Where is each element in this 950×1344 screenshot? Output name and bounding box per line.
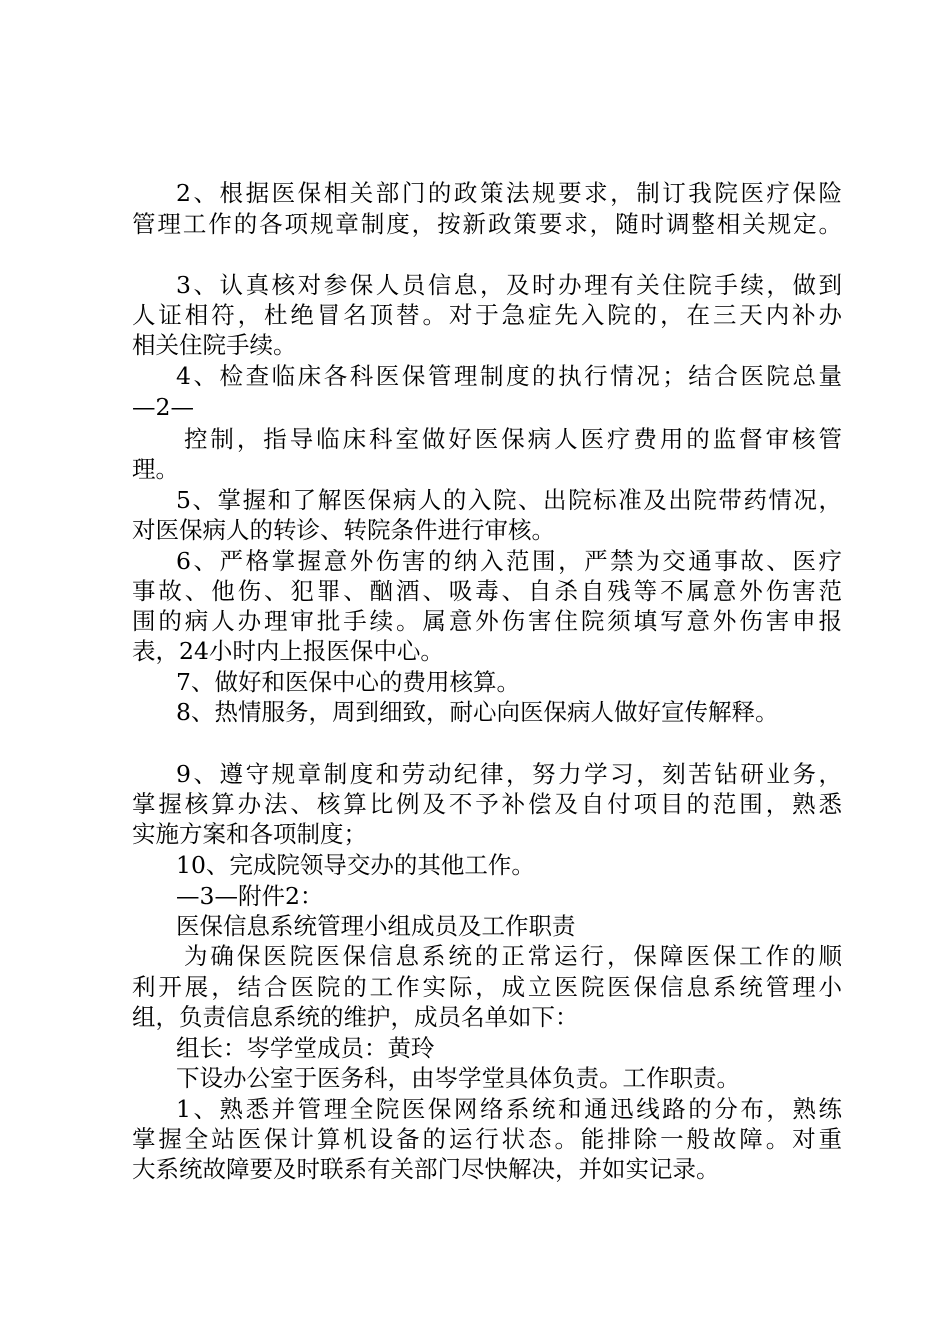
paragraph-7: 7、做好和医保中心的费用核算。	[176, 668, 520, 696]
paragraph-4-line-3: 理。	[132, 455, 179, 483]
duty-1-line-1: 1、熟悉并管理全院医保网络系统和通迅线路的分布，熟练	[176, 1095, 842, 1123]
paragraph-6-line-2: 事故、他伤、犯罪、酗酒、吸毒、自杀自残等不属意外伤害范	[132, 577, 842, 605]
duty-1-line-3: 大系统故障要及时联系有关部门尽快解决，并如实记录。	[132, 1155, 720, 1183]
intro-paragraph-line-1: 为确保医院医保信息系统的正常运行，保障医保工作的顺	[184, 942, 842, 970]
paragraph-6-line-1: 6、严格掌握意外伤害的纳入范围，严禁为交通事故、医疗	[176, 547, 842, 575]
paragraph-8: 8、热情服务，周到细致，耐心向医保病人做好宣传解释。	[176, 698, 779, 726]
paragraph-6-line-3: 围的病人办理审批手续。属意外伤害住院须填写意外伤害申报	[132, 607, 842, 635]
paragraph-3-line-3: 相关住院手续。	[132, 331, 297, 359]
paragraph-5-line-1: 5、掌握和了解医保病人的入院、出院标准及出院带药情况，	[176, 486, 842, 514]
paragraph-4-line-1: 4、检查临床各科医保管理制度的执行情况；结合医院总量	[176, 362, 842, 390]
paragraph-9-line-3: 实施方案和各项制度；	[132, 820, 367, 848]
paragraph-6-line-4: 表，24小时内上报医保中心。	[132, 637, 444, 665]
paragraph-4-line-2: 控制，指导临床科室做好医保病人医疗费用的监督审核管	[184, 425, 842, 453]
paragraph-2-line-1: 2、根据医保相关部门的政策法规要求，制订我院医疗保险	[176, 179, 842, 207]
attachment-title: 医保信息系统管理小组成员及工作职责	[176, 912, 576, 940]
page-number-3-attachment: —3—附件2：	[176, 882, 324, 910]
intro-paragraph-line-3: 组，负责信息系统的维护，成员名单如下：	[132, 1003, 579, 1031]
page-number-2: —2—	[132, 393, 194, 421]
paragraph-5-line-2: 对医保病人的转诊、转院条件进行审核。	[132, 516, 555, 544]
paragraph-9-line-1: 9、遵守规章制度和劳动纪律，努力学习，刻苦钻研业务，	[176, 760, 842, 788]
paragraph-9-line-2: 掌握核算办法、核算比例及不予补偿及自付项目的范围，熟悉	[132, 790, 842, 818]
office-arrangement: 下设办公室于医务科，由岑学堂具体负责。工作职责。	[176, 1064, 740, 1092]
paragraph-2-line-2: 管理工作的各项规章制度，按新政策要求，随时调整相关规定。	[132, 210, 842, 238]
group-members: 组长：岑学堂成员：黄玲	[176, 1034, 435, 1062]
intro-paragraph-line-2: 利开展，结合医院的工作实际，成立医院医保信息系统管理小	[132, 973, 842, 1001]
paragraph-3-line-2: 人证相符，杜绝冒名顶替。对于急症先入院的，在三天内补办	[132, 301, 842, 329]
duty-1-line-2: 掌握全站医保计算机设备的运行状态。能排除一般故障。对重	[132, 1125, 842, 1153]
paragraph-3-line-1: 3、认真核对参保人员信息，及时办理有关住院手续，做到	[176, 271, 842, 299]
paragraph-10: 10、完成院领导交办的其他工作。	[176, 851, 535, 879]
